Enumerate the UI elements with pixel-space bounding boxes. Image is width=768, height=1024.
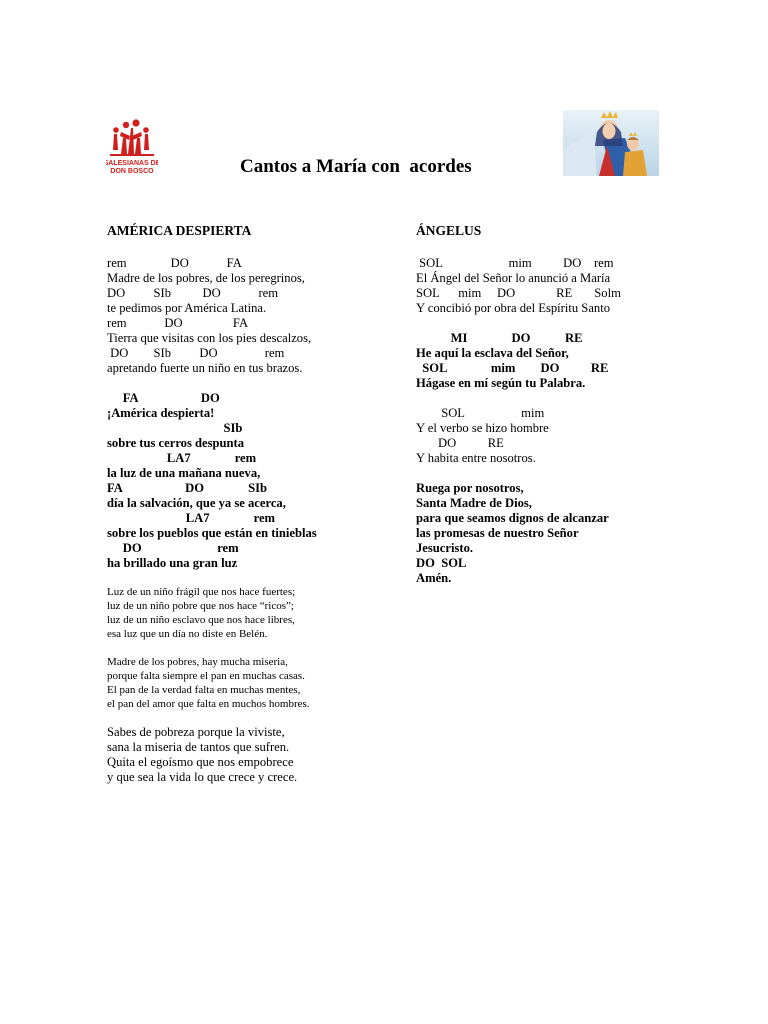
lyric-line: las promesas de nuestro Señor — [416, 526, 579, 540]
lyric-line: Luz de un niño frágil que nos hace fuertes; — [107, 586, 296, 598]
logo-text-line2: DON BOSCO — [110, 168, 154, 175]
stanza-1 — [107, 256, 407, 376]
stanza-4 — [416, 481, 716, 586]
lyric-line: Madre de los pobres, hay mucha miseria, — [107, 656, 288, 668]
stanza-1 — [416, 256, 716, 316]
lyric-line: Amén. — [416, 571, 452, 585]
chord-line: rem DO FA — [107, 256, 242, 270]
song-title-america-despierta: AMÉRICA DESPIERTA — [107, 223, 252, 238]
stanza-2 — [107, 585, 407, 641]
lyric-line: ha brillado una gran luz — [107, 556, 238, 570]
stanza-3 — [416, 406, 716, 466]
chord-line: SOL mim DO RE Solm — [416, 286, 621, 300]
lyric-line: Santa Madre de Dios, — [416, 496, 532, 510]
stanza-2 — [416, 331, 716, 391]
chord-line: DO SIb DO rem — [107, 286, 279, 300]
lyric-line: día la salvación, que ya se acerca, — [107, 496, 286, 510]
lyric-line: sobre tus cerros despunta — [107, 436, 245, 450]
lyric-line: sobre los pueblos que están en tinieblas — [107, 526, 317, 540]
lyric-line: Tierra que visitas con los pies descalzos, — [107, 331, 312, 345]
chord-line: DO rem — [107, 541, 239, 555]
chord-line: SIb — [107, 421, 243, 435]
lyric-line: la luz de una mañana nueva, — [107, 466, 261, 480]
lyric-line: luz de un niño esclavo que nos hace libres, — [107, 614, 295, 626]
lyric-line: porque falta siempre el pan en muchas casas. — [107, 670, 305, 682]
lyric-line: te pedimos por América Latina. — [107, 301, 267, 315]
salesianas-logo — [106, 118, 158, 178]
lyric-line: El pan de la verdad falta en muchas mentes, — [107, 684, 301, 696]
chord-line: SOL mim DO RE — [416, 361, 609, 375]
stanza-3 — [107, 655, 407, 711]
chord-line: MI DO RE — [416, 331, 583, 345]
lyric-line: Quita el egoísmo que nos empobrece — [107, 755, 294, 769]
lyric-line: Madre de los pobres, de los peregrinos, — [107, 271, 305, 285]
lyric-line: para que seamos dignos de alcanzar — [416, 511, 609, 525]
logo-text-line1: SALESIANAS DE — [106, 160, 158, 167]
chord-line: LA7 rem — [107, 511, 276, 525]
lyric-line: esa luz que un día no diste en Belén. — [107, 628, 268, 640]
lyric-line: Y concibió por obra del Espíritu Santo — [416, 301, 610, 315]
chord-line: DO RE — [416, 436, 504, 450]
lyric-line: El Ángel del Señor lo anunció a María — [416, 271, 611, 285]
lyric-line: y que sea la vida lo que crece y crece. — [107, 770, 298, 784]
song-america-despierta — [107, 222, 407, 785]
chorus — [107, 391, 407, 571]
lyric-line: ¡América despierta! — [107, 406, 215, 420]
chord-line: LA7 rem — [107, 451, 257, 465]
lyric-line: Y habita entre nosotros. — [416, 451, 536, 465]
lyric-line: Jesucristo. — [416, 541, 474, 555]
lyric-line: Sabes de pobreza porque la viviste, — [107, 725, 285, 739]
chord-line: SOL mim DO rem — [416, 256, 614, 270]
chord-line: DO SOL — [416, 556, 467, 570]
lyric-line: sana la miseria de tantos que sufren. — [107, 740, 290, 754]
lyric-line: Y el verbo se hizo hombre — [416, 421, 549, 435]
chord-line: DO SIb DO rem — [107, 346, 285, 360]
song-title-angelus: ÁNGELUS — [416, 223, 482, 238]
lyric-line: apretando fuerte un niño en tus brazos. — [107, 361, 303, 375]
lyric-line: Hágase en mí según tu Palabra. — [416, 376, 586, 390]
lyric-line: luz de un niño pobre que nos hace “ricos”; — [107, 600, 294, 612]
song-angelus — [416, 222, 716, 586]
chord-line: FA DO — [107, 391, 220, 405]
chord-line: rem DO FA — [107, 316, 249, 330]
page-title: Cantos a María con acordes — [240, 156, 472, 177]
lyric-line: He aquí la esclava del Señor, — [416, 346, 569, 360]
lyric-line: el pan del amor que falta en muchos hombres. — [107, 698, 310, 710]
stanza-4 — [107, 725, 407, 785]
lyric-line: Ruega por nosotros, — [416, 481, 524, 495]
chord-line: FA DO SIb — [107, 481, 268, 495]
chord-line: SOL mim — [416, 406, 545, 420]
madonna-image — [563, 110, 659, 176]
